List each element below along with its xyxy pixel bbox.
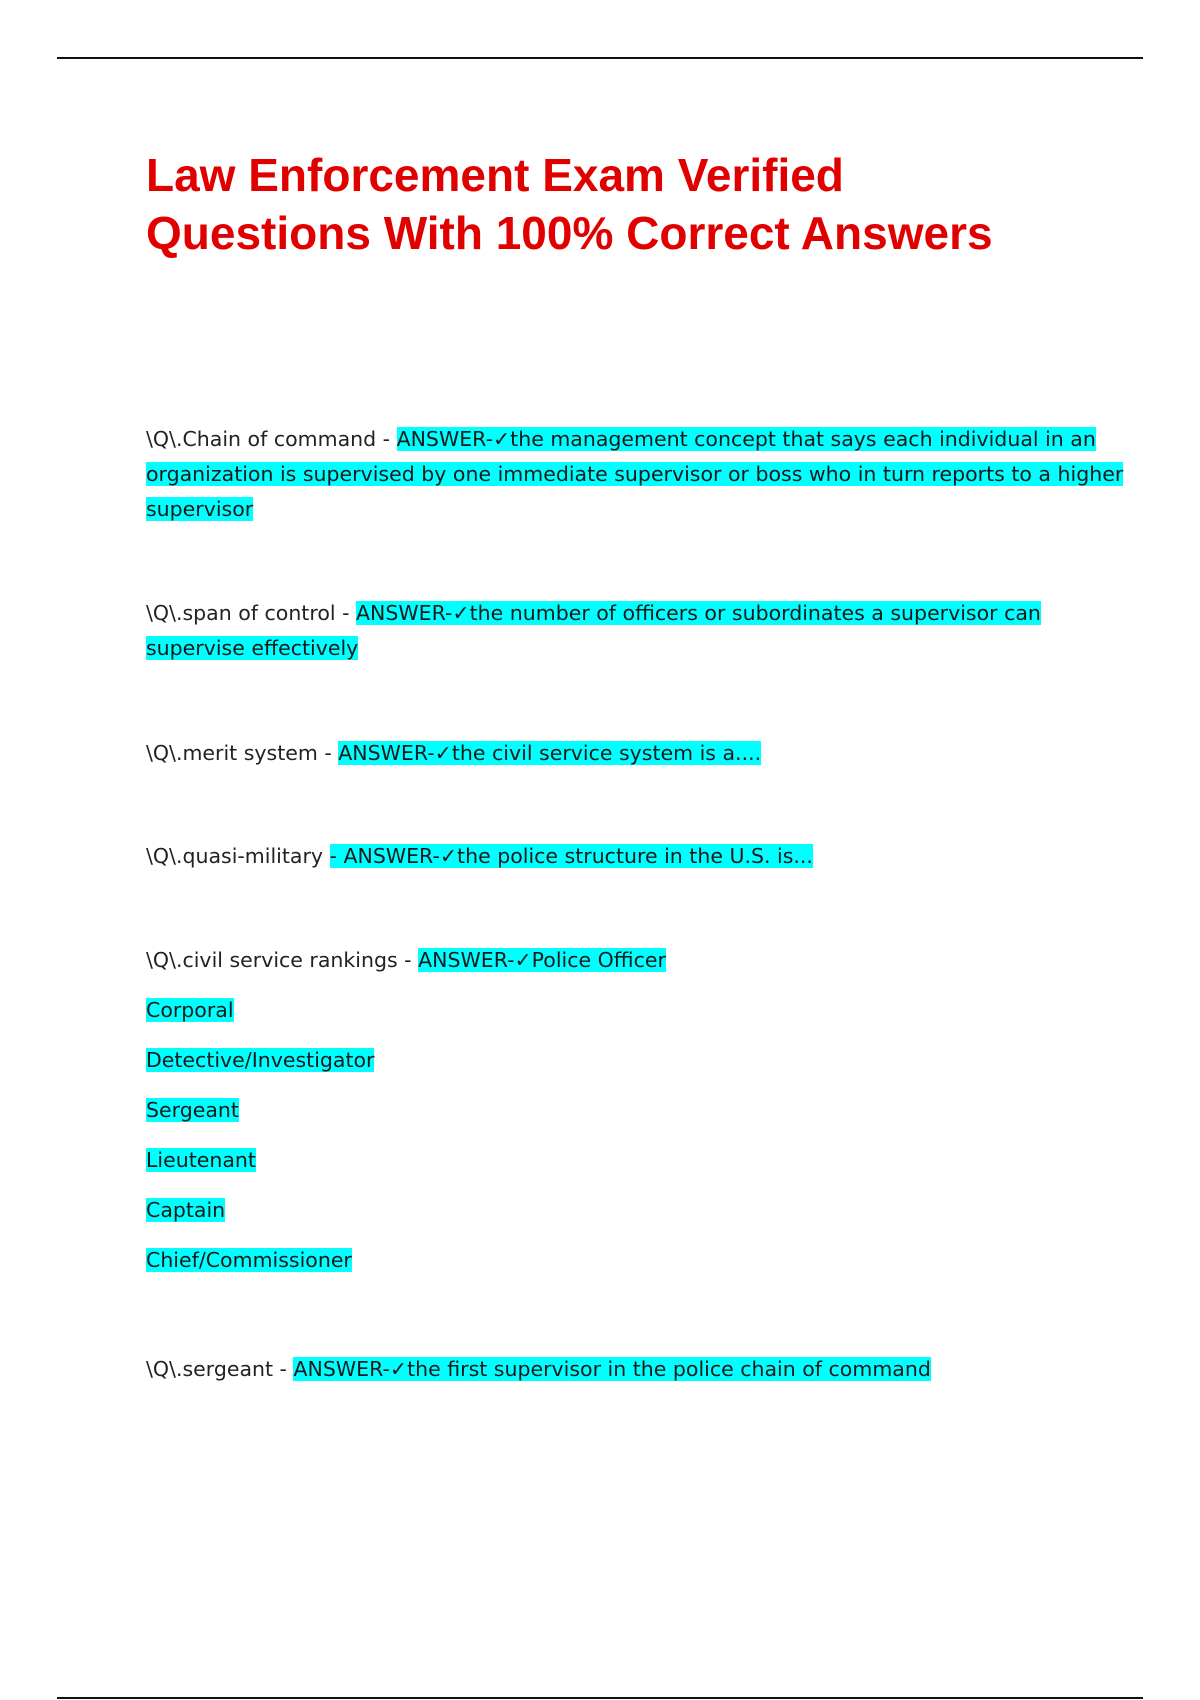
answer-text: ANSWER-✓the management concept that says each individual in an xyxy=(396,427,1096,451)
qa-line xyxy=(146,943,1086,978)
answer-text: ANSWER-✓the number of officers or subordinates a supervisor can xyxy=(356,601,1041,625)
qa-line xyxy=(146,422,1096,457)
footer-rule xyxy=(57,1697,1143,1699)
title-line-2: Questions With 100% Correct Answers xyxy=(146,207,993,259)
qa-line xyxy=(146,492,1086,527)
ranking-item: Corporal xyxy=(146,998,234,1022)
title-line-1: Law Enforcement Exam Verified xyxy=(146,149,844,201)
qa-item-span-of-control xyxy=(146,596,1086,666)
qa-line xyxy=(146,631,1086,666)
qa-line xyxy=(146,1352,1086,1387)
question-text: \Q\.merit system - xyxy=(146,741,339,765)
ranking-item: Chief/Commissioner xyxy=(146,1248,352,1272)
qa-line xyxy=(146,736,1086,771)
answer-text: ANSWER-✓Police Officer xyxy=(418,948,666,972)
qa-line xyxy=(146,596,1086,631)
question-text: \Q\.quasi-military xyxy=(146,844,330,868)
qa-item-civil-service-rankings xyxy=(146,943,1086,1278)
document-title xyxy=(146,146,1106,262)
qa-item-chain-of-command xyxy=(146,422,1124,527)
answer-text: supervisor xyxy=(146,497,254,521)
answer-text: supervise effectively xyxy=(146,636,359,660)
answer-text: ANSWER-✓the civil service system is a.... xyxy=(338,741,762,765)
question-text: \Q\.span of control - xyxy=(146,601,356,625)
question-text: \Q\.civil service rankings - xyxy=(146,948,419,972)
header-rule xyxy=(57,57,1143,59)
answer-text: - ANSWER-✓the police structure in the U.S. is... xyxy=(329,844,813,868)
answer-text: organization is supervised by one immediate supervisor or boss who in turn reports to a higher xyxy=(146,462,1124,486)
qa-line xyxy=(146,839,1086,874)
qa-line xyxy=(146,457,1124,492)
qa-item-merit-system xyxy=(146,736,1086,771)
question-text: \Q\.sergeant - xyxy=(146,1357,294,1381)
qa-item-sergeant xyxy=(146,1352,1086,1387)
answer-text: ANSWER-✓the first supervisor in the police chain of command xyxy=(293,1357,931,1381)
ranking-item: Detective/Investigator xyxy=(146,1048,375,1072)
question-text: \Q\.Chain of command - xyxy=(146,427,397,451)
qa-item-quasi-military xyxy=(146,839,1086,874)
ranking-item: Captain xyxy=(146,1198,226,1222)
ranking-item: Lieutenant xyxy=(146,1148,256,1172)
ranking-item: Sergeant xyxy=(146,1098,239,1122)
